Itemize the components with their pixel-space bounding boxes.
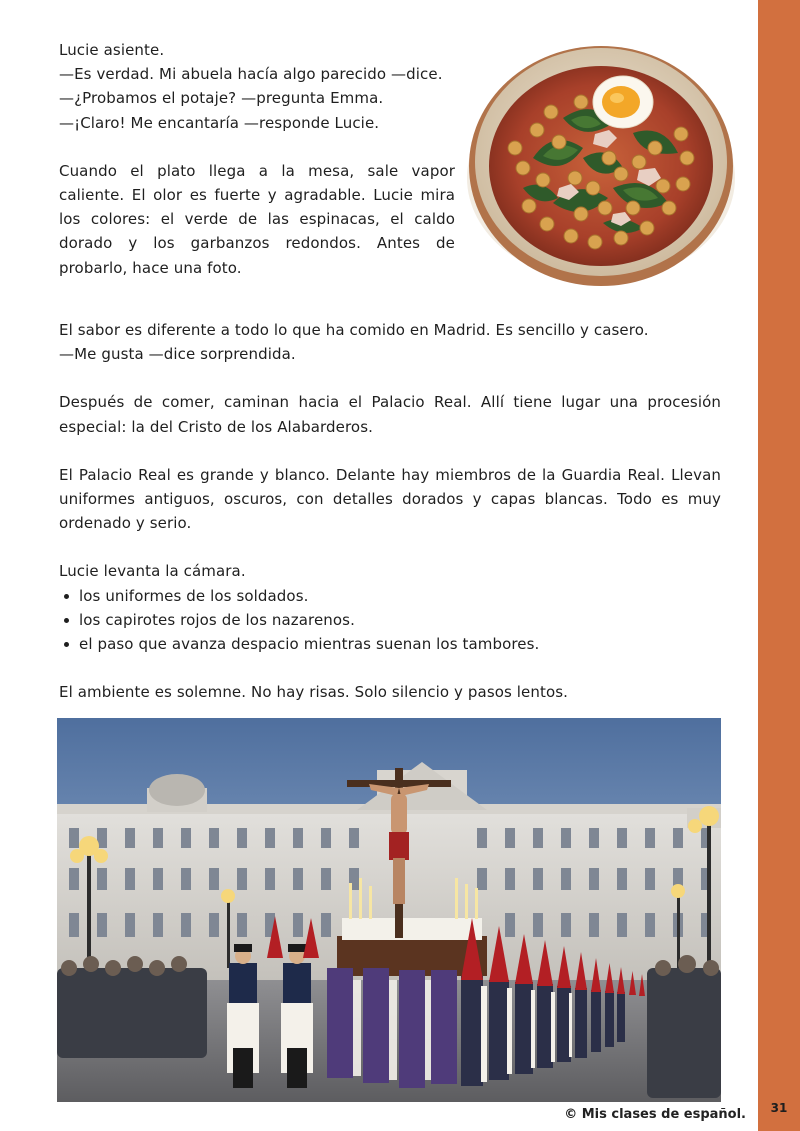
page-number: 31 xyxy=(770,1101,788,1115)
dialogue-line-2: —Es verdad. Mi abuela hacía algo parecido —dice. xyxy=(59,65,443,84)
main-text-block xyxy=(59,318,721,704)
paragraph-taste-quote: —Me gusta —dice sorprendida. xyxy=(59,345,296,364)
top-text-block xyxy=(59,38,455,280)
list-item: los capirotes rojos de los nazarenos. xyxy=(59,608,721,632)
paragraph-taste: El sabor es diferente a todo lo que ha comido en Madrid. Es sencillo y casero. xyxy=(59,321,649,339)
dialogue-line-3: —¿Probamos el potaje? —pregunta Emma. xyxy=(59,89,384,108)
list-item: el paso que avanza despacio mientras suenan los tambores. xyxy=(59,632,721,656)
paragraph-camera: Lucie levanta la cámara. xyxy=(59,562,246,581)
paragraph-palace: El Palacio Real es grande y blanco. Delante hay miembros de la Guardia Real. Llevan uniformes antiguos, oscuros, con detalles dorados y capas blancas. Todo es muy ordenado y serio. xyxy=(59,465,721,533)
dialogue-line-4: —¡Claro! Me encantaría —responde Lucie. xyxy=(59,113,380,132)
photo-list xyxy=(59,584,721,657)
dialogue-line-1: Lucie asiente. xyxy=(59,41,165,59)
procession-image xyxy=(57,718,721,1102)
list-item: los uniformes de los soldados. xyxy=(59,584,721,608)
paragraph-plate: Cuando el plato llega a la mesa, sale vapor caliente. El olor es fuerte y agradable. Lucie mira los colores: el verde de las espinacas, el caldo dorado y los garbanzos redondos. Antes de probarlo, hace una foto. xyxy=(59,161,455,277)
paragraph-ambience: El ambiente es solemne. No hay risas. Solo silencio y pasos lentos. xyxy=(59,683,569,702)
paragraph-palace-walk: Después de comer, caminan hacia el Palacio Real. Allí tiene lugar una procesión especial: la del Cristo de los Alabarderos. xyxy=(59,393,721,436)
procession-palace-illustration xyxy=(57,718,721,1102)
footer-credit: © Mis clases de español. xyxy=(564,1107,746,1122)
page-sidebar-band xyxy=(758,0,800,1131)
soup-bowl-illustration xyxy=(463,38,739,288)
soup-image xyxy=(463,38,739,288)
